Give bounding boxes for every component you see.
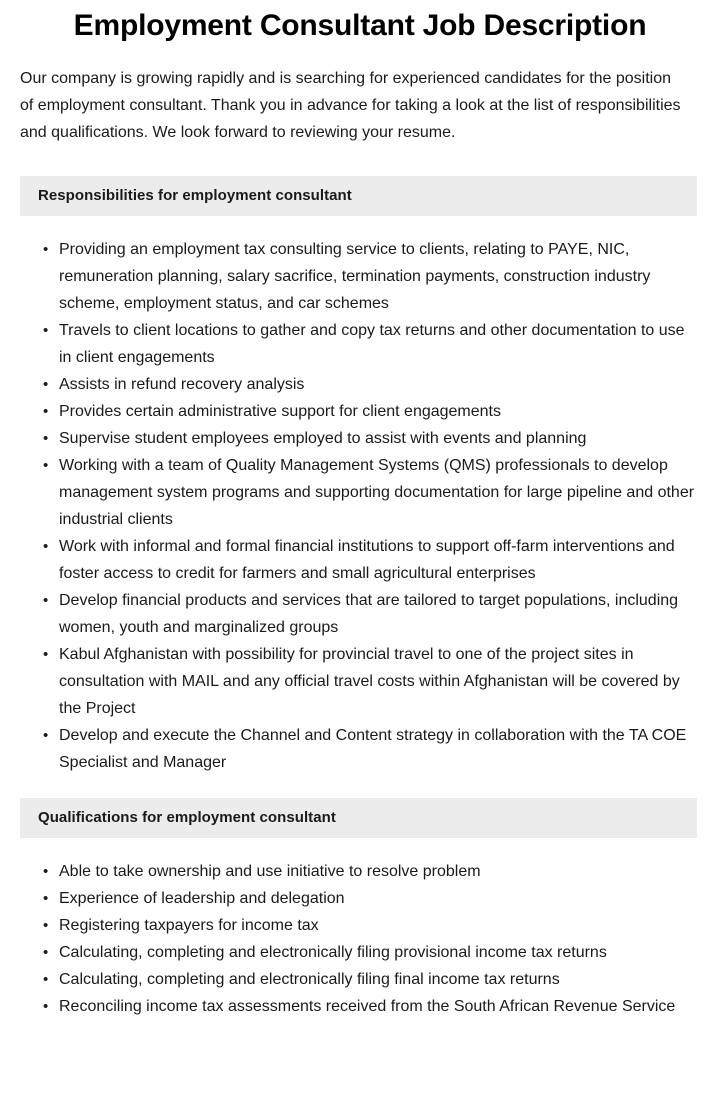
list-item: • Registering taxpayers for income tax bbox=[0, 912, 720, 939]
list-item: • Work with informal and formal financial institutions to support off-farm interventions and foster access to credit for farmers and small agricultural enterprises bbox=[0, 533, 720, 587]
list-item: • Travels to client locations to gather and copy tax returns and other documentation to use in client engagements bbox=[0, 317, 720, 371]
section-qualifications bbox=[0, 798, 720, 1020]
list-item: • Kabul Afghanistan with possibility for provincial travel to one of the project sites in consultation with MAIL and any official travel costs within Afghanistan will be covered by the Project bbox=[0, 641, 720, 722]
list-item: • Working with a team of Quality Management Systems (QMS) professionals to develop management system programs and supporting documentation for large pipeline and other industrial clients bbox=[0, 452, 720, 533]
qualifications-list bbox=[0, 838, 720, 1020]
spacer bbox=[0, 776, 720, 798]
list-item: • Develop and execute the Channel and Content strategy in collaboration with the TA COE Specialist and Manager bbox=[0, 722, 720, 776]
section-responsibilities bbox=[0, 176, 720, 776]
list-item: • Supervise student employees employed to assist with events and planning bbox=[0, 425, 720, 452]
section-heading-label-responsibilities: Responsibilities for employment consultant bbox=[38, 187, 352, 204]
section-heading-band-responsibilities bbox=[20, 176, 697, 216]
list-item: • Calculating, completing and electronically filing provisional income tax returns bbox=[0, 939, 720, 966]
responsibilities-list bbox=[0, 216, 720, 776]
list-item: • Able to take ownership and use initiative to resolve problem bbox=[0, 858, 720, 885]
list-item: • Provides certain administrative support for client engagements bbox=[0, 398, 720, 425]
list-item: • Providing an employment tax consulting service to clients, relating to PAYE, NIC, remuneration planning, salary sacrifice, termination payments, construction industry scheme, employment status, and car schemes bbox=[0, 236, 720, 317]
section-heading-band-qualifications bbox=[20, 798, 697, 838]
spacer bbox=[0, 146, 720, 176]
section-heading-label-qualifications: Qualifications for employment consultant bbox=[38, 809, 336, 826]
list-item: • Assists in refund recovery analysis bbox=[0, 371, 720, 398]
list-item: • Experience of leadership and delegation bbox=[0, 885, 720, 912]
page-title: Employment Consultant Job Description bbox=[73, 9, 647, 42]
list-item: • Reconciling income tax assessments received from the South African Revenue Service bbox=[0, 993, 720, 1020]
intro-paragraph: Our company is growing rapidly and is searching for experienced candidates for the position of employment consultant. Thank you in advance for taking a look at the list of responsibilities and qualifications. We look forward to reviewing your resume. bbox=[20, 70, 681, 141]
list-item: • Calculating, completing and electronically filing final income tax returns bbox=[0, 966, 720, 993]
list-item: • Develop financial products and services that are tailored to target populations, including women, youth and marginalized groups bbox=[0, 587, 720, 641]
